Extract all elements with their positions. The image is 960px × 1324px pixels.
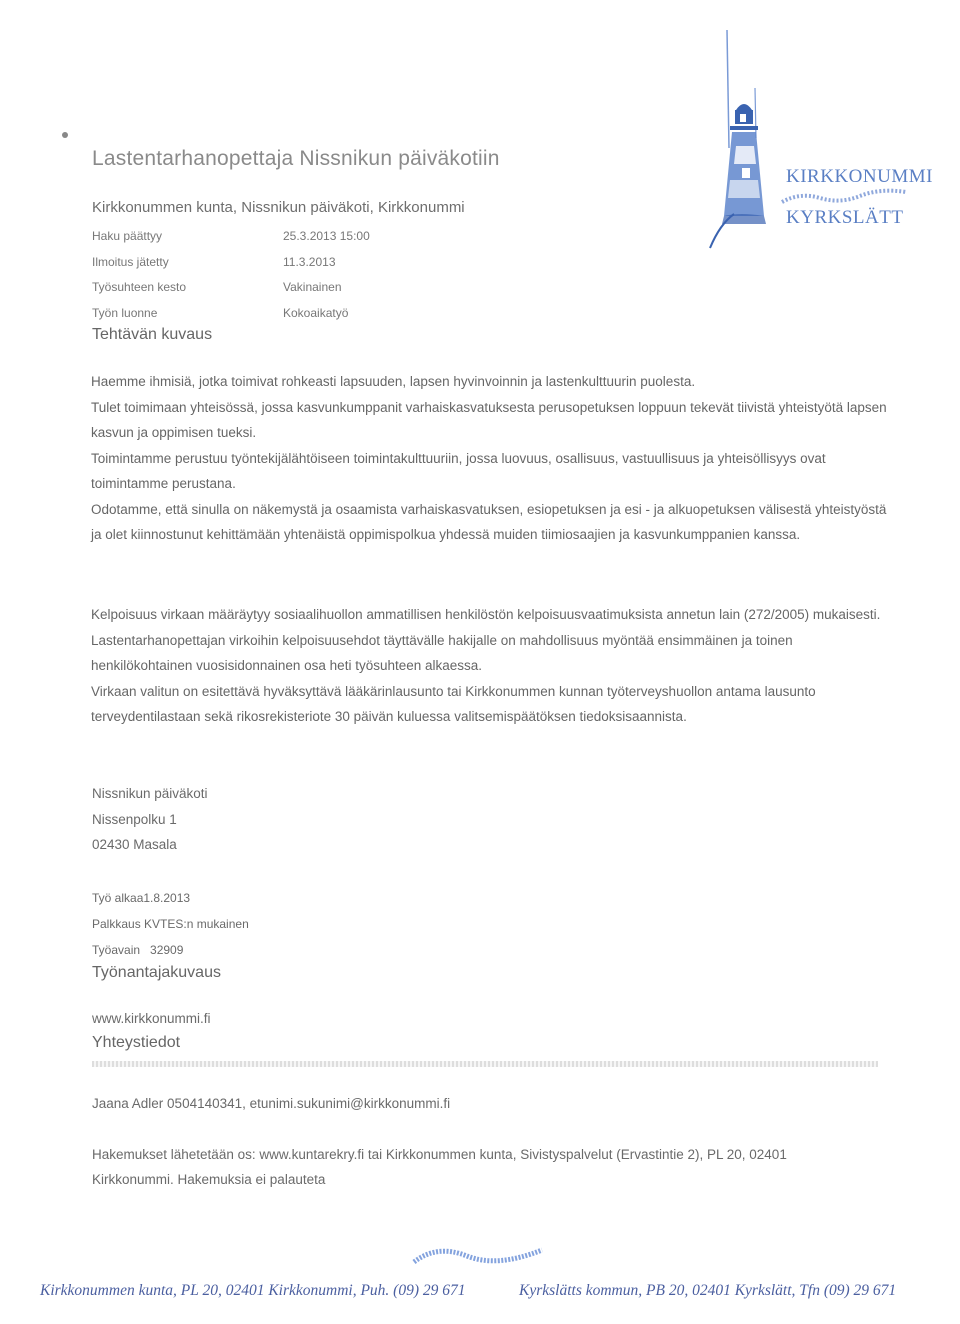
description-heading: Tehtävän kuvaus (92, 326, 213, 343)
description-paragraph: Toimintamme perustuu työntekijälähtöiseen toimintakulttuuriin, jossa luovuus, osallisuus, vastuullisuus ja yhteisöllisyys ovat toimintamme perustana. (91, 450, 826, 491)
qualification-paragraph: Kelpoisuus virkaan määräytyy sosiaalihuollon ammatillisen henkilöstön kelpoisuusvaatimuksista annetun lain (272/2005) mukaisesti. (91, 607, 881, 622)
detail-job-key: Työavain 32909 (92, 943, 184, 957)
footer-wave-icon (412, 1242, 547, 1272)
section-divider (92, 1061, 878, 1067)
footer-swedish-address: Kyrkslätts kommun, PB 20, 02401 Kyrkslätt, Tfn (09) 29 671 (519, 1282, 897, 1299)
meta-label-worktype: Työn luonne (92, 306, 158, 320)
detail-salary: Palkkaus KVTES:n mukainen (92, 917, 249, 931)
application-address-line-1: Hakemukset lähetetään os: www.kuntarekry.fi tai Kirkkonummen kunta, Sivistyspalvelut (Ervastintie 2), PL 20, 02401 (92, 1147, 787, 1162)
description-paragraph: Tulet toimimaan yhteisössä, jossa kasvunkumppanit varhaiskasvatuksesta perusopetuksen loppuun tekevät tiivistä yhteistyötä lapsen kasvun ja oppimisen tueksi. (91, 399, 887, 440)
qualification-paragraph: Lastentarhanopettajan virkoihin kelpoisuusehdot täyttävälle hakijalle on mahdollisuus myöntää ensimmäinen ja toinen henkilökohtainen vuosisidonnainen osa heti työsuhteen alkaessa. (91, 632, 793, 673)
lighthouse-icon (700, 28, 800, 253)
meta-label-posted: Ilmoitus jätetty (92, 255, 169, 269)
contact-heading: Yhteystiedot (92, 1034, 181, 1051)
application-address-line-2: Kirkkonummi. Hakemuksia ei palauteta (92, 1172, 326, 1187)
description-block-2 (91, 602, 891, 730)
meta-label-duration: Työsuhteen kesto (92, 280, 187, 294)
meta-value-posted: 11.3.2013 (283, 255, 336, 269)
meta-value-duration: Vakinainen (283, 280, 342, 294)
address-line-street: Nissenpolku 1 (92, 812, 177, 827)
meta-label-deadline: Haku päättyy (92, 229, 163, 243)
job-title: Lastentarhanopettaja Nissnikun päiväkotiin (92, 147, 500, 170)
description-paragraph: Haemme ihmisiä, jotka toimivat rohkeasti lapsuuden, lapsen hyvinvoinnin ja lastenkulttuurin puolesta. (91, 374, 696, 389)
meta-value-worktype: Kokoaikatyö (283, 306, 349, 320)
contact-person: Jaana Adler 0504140341, etunimi.sukunimi@kirkkonummi.fi (92, 1096, 451, 1111)
meta-value-deadline: 25.3.2013 15:00 (283, 229, 370, 243)
logo-text-kirkkonummi: KIRKKONUMMI (786, 166, 933, 187)
wave-decoration-icon (780, 188, 910, 208)
employer-website-link[interactable]: www.kirkkonummi.fi (92, 1011, 211, 1026)
qualification-paragraph: Virkaan valitun on esitettävä hyväksyttävä lääkärinlausunto tai Kirkkonummen kunnan työterveyshuollon antama lausunto terveydentilastaan sekä rikosrekisteriote 30 päivän kuluessa valitsemispäätöksen tiedoksisaannista. (91, 683, 816, 724)
description-paragraph: Odotamme, että sinulla on näkemystä ja osaamista varhaiskasvatuksen, esiopetuksen ja esi - ja alkuopetuksen välisestä yhteistyöstä ja olet kiinnostunut kehittämään yhtenäistä oppimispolkua yhdessä muiden tiimiosaajien ja kasvunkumppanien kanssa. (91, 501, 887, 542)
bullet-dot (62, 132, 68, 138)
detail-start-date: Työ alkaa1.8.2013 (92, 891, 191, 905)
address-line-postal: 02430 Masala (92, 837, 177, 852)
employer-name: Kirkkonummen kunta, Nissnikun päiväkoti, Kirkkonummi (92, 199, 465, 216)
description-block-1 (91, 369, 891, 548)
address-line-name: Nissnikun päiväkoti (92, 786, 208, 801)
logo-text-kyrkslatt: KYRKSLÄTT (786, 207, 904, 228)
employer-heading: Työnantajakuvaus (92, 964, 221, 981)
footer-finnish-address: Kirkkonummen kunta, PL 20, 02401 Kirkkonummi, Puh. (09) 29 671 (40, 1282, 466, 1299)
